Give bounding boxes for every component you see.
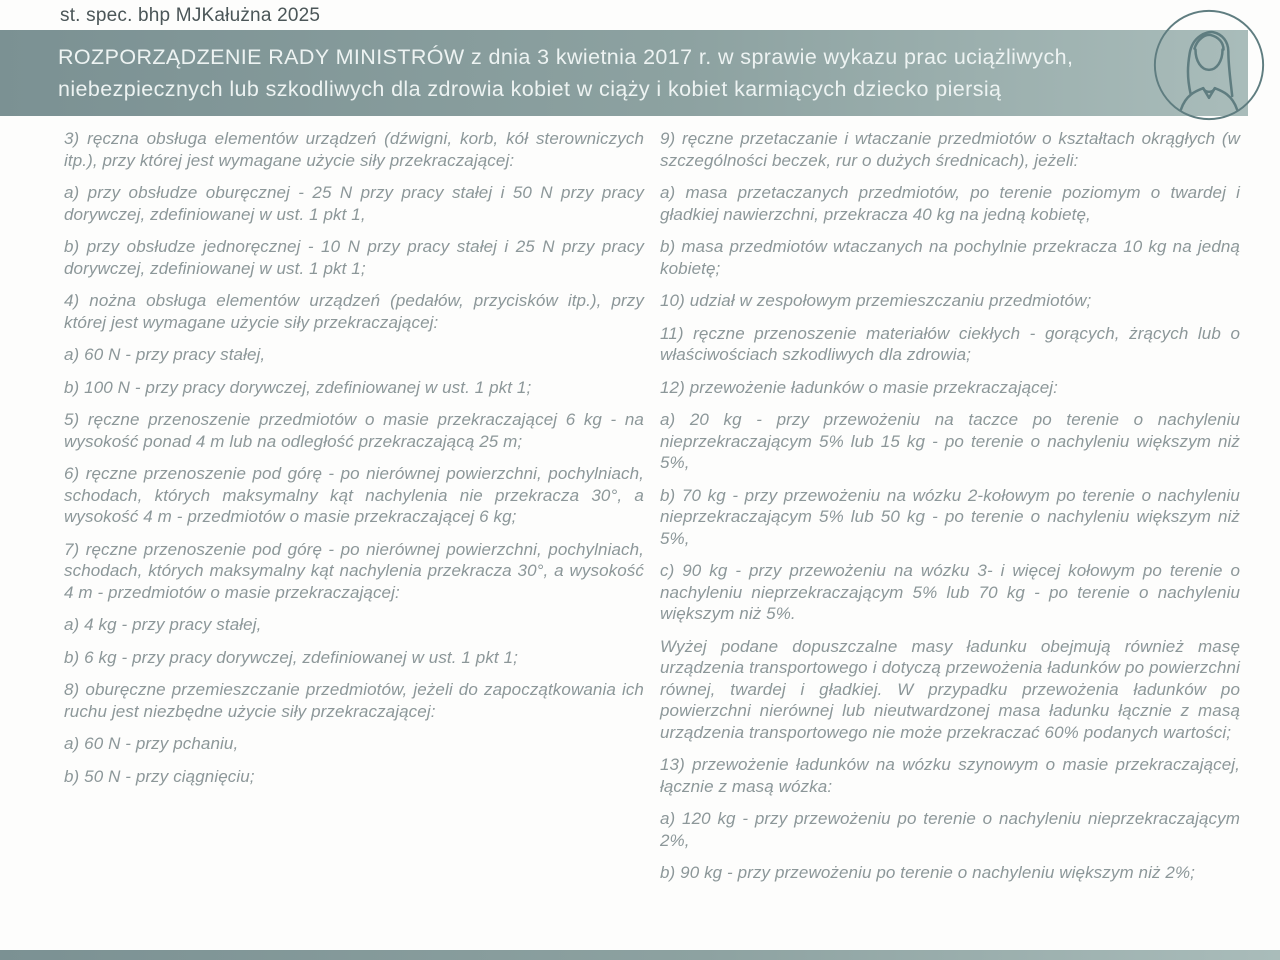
list-item: 4) nożna obsługa elementów urządzeń (pedałów, przycisków itp.), przy której jest wymagane użycie siły przekraczającej: [64, 291, 644, 332]
list-item: 12) przewożenie ładunków o masie przekraczającej: [660, 377, 1058, 397]
list-item: b) 100 N - przy pracy dorywczej, zdefiniowanej w ust. 1 pkt 1; [64, 377, 532, 397]
list-item: a) masa przetaczanych przedmiotów, po terenie poziomym o twardej i gładkiej nawierzchni, przekracza 40 kg na jedną kobietę, [660, 183, 1240, 224]
credit-line: st. spec. bhp MJKałużna 2025 [60, 5, 321, 26]
list-item: c) 90 kg - przy przewożeniu na wózku 3- i więcej kołowym po terenie o nachyleniu nieprzekraczającym 5% lub 70 kg - po terenie o nachyleniu większym niż 5%. [660, 561, 1240, 623]
list-item: 13) przewożenie ładunków na wózku szynowym o masie przekraczającej, łącznie z masą wózka: [660, 755, 1240, 796]
list-item: b) 70 kg - przy przewożeniu na wózku 2-kołowym po terenie o nachyleniu nieprzekraczającym 5% lub 50 kg - po terenie o nachyleniu większym niż 5%, [660, 485, 1240, 548]
page-title-line-1: ROZPORZĄDZENIE RADY MINISTRÓW z dnia 3 kwietnia 2017 r. w sprawie wykazu prac uciążliwych, [58, 44, 1074, 69]
list-item: 3) ręczna obsługa elementów urządzeń (dźwigni, korb, kół sterowniczych itp.), przy której jest wymagane użycie siły przekraczającej: [64, 129, 644, 170]
list-item: a) 60 N - przy pchaniu, [64, 734, 239, 753]
list-item: b) 90 kg - przy przewożeniu po terenie o nachyleniu większym niż 2%; [660, 863, 1195, 882]
list-item: b) masa przedmiotów wtaczanych na pochylnie przekracza 10 kg na jedną kobietę; [660, 237, 1240, 278]
list-item: a) 20 kg - przy przewożeniu na taczce po terenie o nachyleniu nieprzekraczającym 5% lub 15 kg - po terenie o nachyleniu większym niż 5%, [660, 410, 1240, 472]
title-banner [0, 30, 1248, 116]
list-item: Wyżej podane dopuszczalne masy ładunku obejmują również masę urządzenia transportowego i dotyczą przewożenia ładunków po powierzchni równej, twardej i gładkiej. W przypadku przewożenia ładunków po powierzchni nierównej lub nieutwardzonej masa ładunku łącznie z masą urządzenia transportowego nie może przekraczać 60% podanych wartości; [660, 636, 1240, 742]
list-item: a) 4 kg - przy pracy stałej, [64, 615, 262, 634]
content-columns [64, 128, 1240, 895]
list-item: 6) ręczne przenoszenie pod górę - po nierównej powierzchni, pochylniach, schodach, których maksymalny kąt nachylenia nie przekracza 30°, a wysokość 4 m - przedmiotów o masie przekraczającej 6 kg; [64, 464, 644, 526]
column-right [660, 128, 1240, 895]
list-item: 9) ręczne przetaczanie i wtaczanie przedmiotów o kształtach okrągłych (w szczególności beczek, rur o dużych średnicach), jeżeli: [660, 129, 1240, 170]
list-item: 5) ręczne przenoszenie przedmiotów o masie przekraczającej 6 kg - na wysokość ponad 4 m lub na odległość przekraczającą 25 m; [64, 410, 644, 451]
list-item: a) 60 N - przy pracy stałej, [64, 345, 266, 364]
list-item: 8) oburęczne przemieszczanie przedmiotów, jeżeli do zapoczątkowania ich ruchu jest niezbędne użycie siły przekraczającej: [64, 680, 644, 721]
list-item: b) przy obsłudze jednoręcznej - 10 N przy pracy stałej i 25 N przy pracy dorywczej, zdefiniowanej w ust. 1 pkt 1; [64, 237, 644, 278]
page-title-line-2: niebezpiecznych lub szkodliwych dla zdrowia kobiet w ciąży i kobiet karmiących dziecko piersią [58, 76, 1002, 101]
column-left [64, 128, 644, 895]
list-item: 7) ręczne przenoszenie pod górę - po nierównej powierzchni, pochylniach, schodach, których maksymalny kąt nachylenia przekracza 30°, a wysokość 4 m - przedmiotów o masie przekraczającej: [64, 539, 644, 602]
list-item: b) 6 kg - przy pracy dorywczej, zdefiniowanej w ust. 1 pkt 1; [64, 647, 518, 667]
list-item: a) przy obsłudze oburęcznej - 25 N przy pracy stałej i 50 N przy pracy dorywczej, zdefiniowanej w ust. 1 pkt 1, [64, 183, 644, 224]
footer-accent-bar [0, 950, 1280, 960]
list-item: 10) udział w zespołowym przemieszczaniu przedmiotów; [660, 291, 1092, 310]
list-item: 11) ręczne przenoszenie materiałów ciekłych - gorących, żrących lub o właściwościach szkodliwych dla zdrowia; [660, 323, 1240, 364]
woman-icon [1151, 7, 1267, 123]
list-item: a) 120 kg - przy przewożeniu po terenie o nachyleniu nieprzekraczającym 2%, [660, 809, 1240, 850]
list-item: b) 50 N - przy ciągnięciu; [64, 766, 255, 786]
